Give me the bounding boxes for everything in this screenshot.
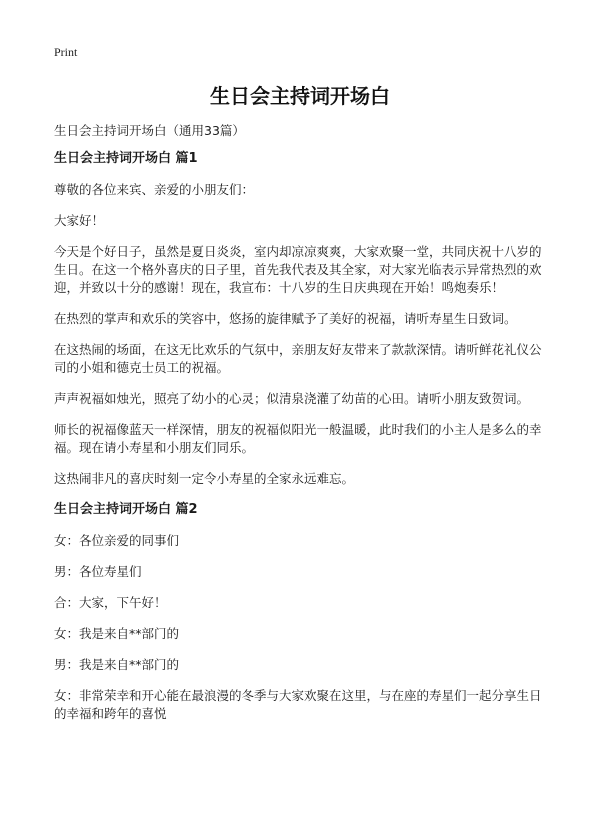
document-content: [54, 150, 550, 736]
page-subtitle: 生日会主持词开场白（通用33篇）: [54, 123, 245, 138]
paragraph: 尊敬的各位来宾、亲爱的小朋友们：: [54, 182, 255, 197]
paragraph: 女：我是来自**部门的: [54, 626, 180, 641]
paragraph: 大家好！: [54, 213, 105, 228]
paragraph: 声声祝福如烛光，照亮了幼小的心灵；似清泉浇灌了幼苗的心田。请听小朋友致贺词。: [54, 391, 530, 406]
section-heading: 生日会主持词开场白 篇1: [54, 151, 198, 166]
paragraph: 男：我是来自**部门的: [54, 657, 180, 672]
paragraph: 男：各位寿星们: [54, 564, 142, 579]
paragraph: 今天是个好日子，虽然是夏日炎炎，室内却凉凉爽爽，大家欢聚一堂，共同庆祝十八岁的生日。在这一个格外喜庆的日子里，首先我代表及其全家，对大家光临表示异常热烈的欢迎，并致以十分的感谢！现在，我宣布：十八岁的生日庆典现在开始！鸣炮奏乐！: [54, 244, 542, 295]
print-label[interactable]: Print: [54, 45, 78, 59]
paragraph: 在这热闹的场面，在这无比欢乐的气氛中，亲朋友好友带来了款款深情。请听鲜花礼仪公司的小姐和德克士员工的祝福。: [54, 342, 542, 375]
paragraph: 合：大家，下午好！: [54, 595, 167, 610]
paragraph: 在热烈的掌声和欢乐的笑容中，悠扬的旋律赋予了美好的祝福，请听寿星生日致词。: [54, 311, 517, 326]
page-title: 生日会主持词开场白: [210, 84, 390, 108]
paragraph: 师长的祝福像蓝天一样深情，朋友的祝福似阳光一般温暖，此时我们的小主人是多么的幸福。现在请小寿星和小朋友们同乐。: [54, 422, 542, 455]
paragraph: 这热闹非凡的喜庆时刻一定令小寿星的全家永远难忘。: [54, 471, 355, 486]
paragraph: 女：各位亲爱的同事们: [54, 533, 180, 548]
section-heading: 生日会主持词开场白 篇2: [54, 502, 198, 517]
paragraph: 女：非常荣幸和开心能在最浪漫的冬季与大家欢聚在这里，与在座的寿星们一起分享生日的幸福和跨年的喜悦: [54, 688, 542, 721]
